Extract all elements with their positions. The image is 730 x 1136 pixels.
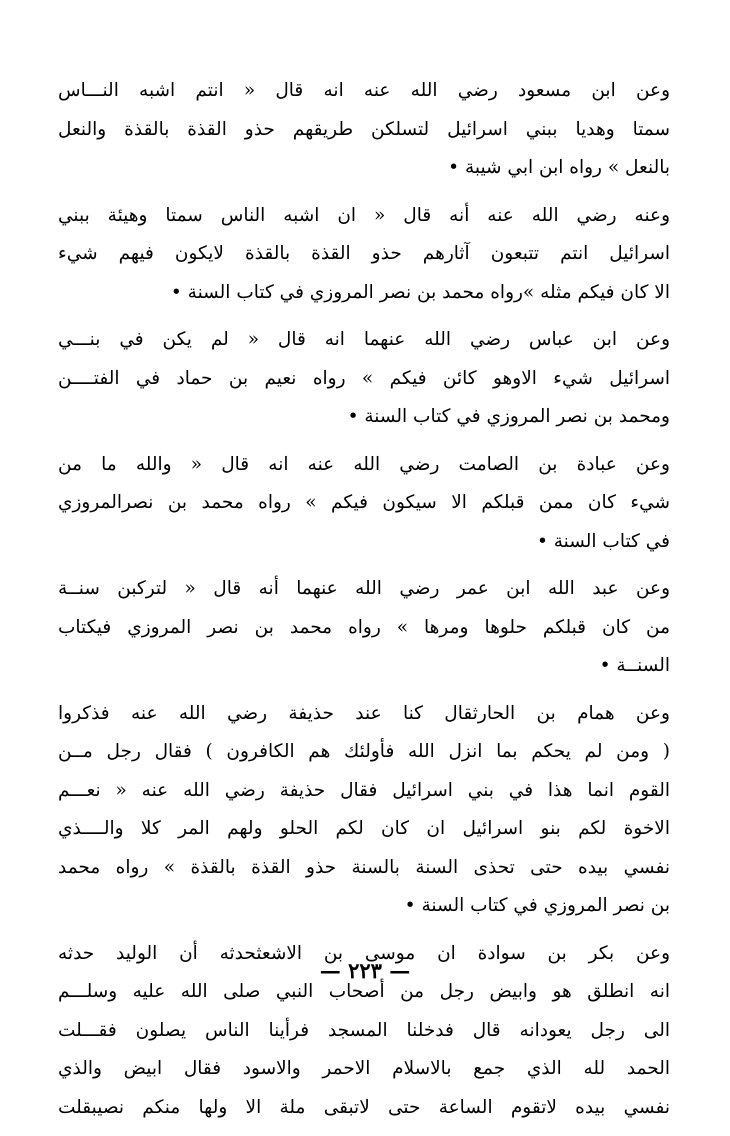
text-line: وعن ابن عباس رضي الله عنهما انه قال « لم يكن في بنـــي: [58, 329, 670, 350]
text-line: الاخوة لكم بنو اسرائيل ان كان لكم الحلو ولهم المر كلا والــــذي: [58, 818, 670, 839]
text-line: وعن بكر بن سوادة ان موسى بن الاشعثحدثه أن الوليد حدثه: [58, 942, 670, 964]
text-line: بالنعل » رواه ابن ابي شيبة •: [448, 157, 670, 178]
paragraph-wa-anhu: [58, 197, 670, 313]
text-line: وعن عبد الله ابن عمر رضي الله عنهما أنه قال « لتركبن سنــة: [58, 578, 670, 599]
text-line: نفسي بيده لاتقوم الساعة حتى لاتبقى ملة الا ولها منكم نصيبقلت: [58, 1096, 670, 1118]
text-line: من كان قبلكم حلوها ومرها » رواه محمد بن نصر المروزي فيكتاب: [58, 616, 670, 638]
text-line: وعن عبادة بن الصامت رضي الله عنه انه قال « والله ما من: [58, 453, 670, 475]
text-line: نفسي بيده حتى تحذى السنة بالسنة حذو القذة بالقذة » رواه محمد: [58, 856, 670, 878]
text-line: وعن ابن مسعود رضي الله عنه انه قال « انتم اشبه النـــاس: [58, 80, 670, 101]
text-line: اسرائيل شيء الاوهو كائن فيكم » رواه نعيم بن حماد في الفتــــن: [58, 367, 670, 389]
paragraph-ubada: [58, 446, 670, 562]
text-line: القوم انما هذا في بني اسرائيل فقال حذيفة رضي الله عنه « نعـــم: [58, 779, 670, 801]
text-line: وعنه رضي الله عنه أنه قال « ان اشبه الناس سمتا وهيئة ببني: [58, 204, 670, 226]
text-line: الا كان فيكم مثله »رواه محمد بن نصر المروزي في كتاب السنة •: [170, 281, 670, 303]
text-line: الحمد لله الذي جمع بالاسلام الاحمر والاسود فقال ابيض والذي: [58, 1058, 670, 1079]
text-line: سمتا وهديا ببني اسرائيل لتسلكن طريقهم حذو القذة بالقذة والنعل: [58, 118, 670, 140]
paragraph-ibn-umar: [58, 570, 670, 686]
paragraph-ibn-abbas: [58, 321, 670, 437]
text-line: شيء كان ممن قبلكم الا سيكون فيكم » رواه محمد بن نصرالمروزي: [58, 492, 670, 513]
text-line: السنــة •: [599, 655, 670, 676]
text-line: ( ومن لم يحكم بما انزل الله فأولئك هم الكافرون ) فقال رجل مــن: [58, 741, 670, 762]
paragraph-ibn-masud: [58, 72, 670, 188]
text-line: وعن همام بن الحارثقال كنا عند حذيفة رضي الله عنه فذكروا: [58, 702, 670, 724]
text-line: انه انطلق هو وابيض رجل من أصحاب النبي صلى الله عليه وسلـــم: [58, 981, 670, 1002]
text-line: بن نصر المروزي في كتاب السنة •: [404, 895, 670, 916]
page-number: — ٢٢٣ —: [319, 958, 411, 983]
text-line: في كتاب السنة •: [536, 530, 670, 552]
text-line: الى رجل يعودانه قال فدخلنا المسجد فرأينا الناس يصلون فقـــلت: [58, 1019, 670, 1041]
paragraph-hammam: [58, 695, 670, 926]
text-line: ومحمد بن نصر المروزي في كتاب السنة •: [347, 406, 670, 427]
text-line: اسرائيل انتم تتبعون آثارهم حذو القذة بالقذة لايكون فيهم شيء: [58, 243, 670, 264]
